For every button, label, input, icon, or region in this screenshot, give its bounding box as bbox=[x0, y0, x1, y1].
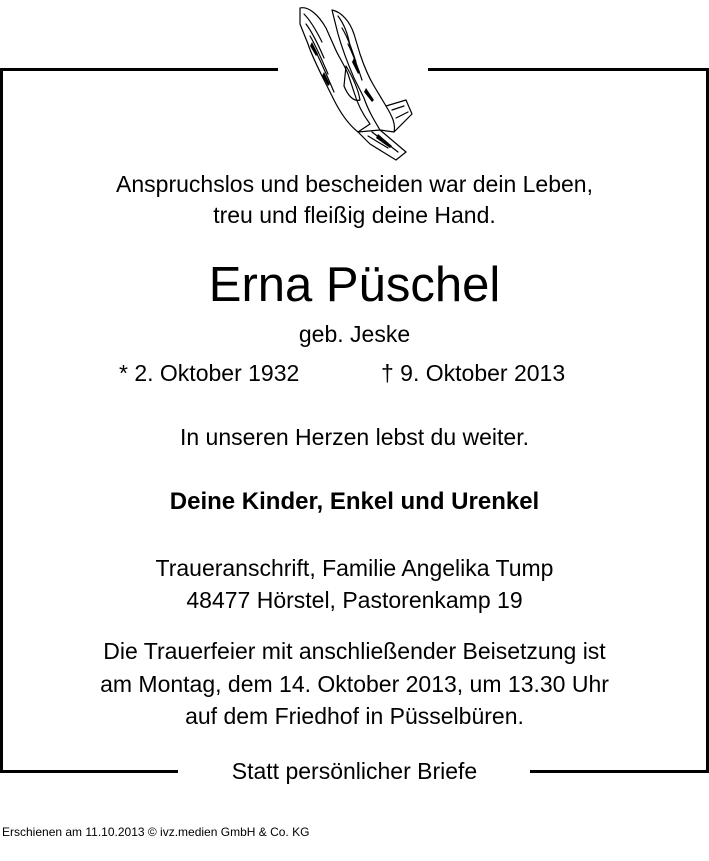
address-line-2: 48477 Hörstel, Pastorenkamp 19 bbox=[186, 587, 523, 613]
publication-footer: Erschienen am 11.10.2013 © ivz.medien GmbH & Co. KG bbox=[2, 825, 310, 839]
death-date: † 9. Oktober 2013 bbox=[381, 360, 566, 386]
memorial-line: In unseren Herzen lebst du weiter. bbox=[179, 424, 530, 450]
ceremony-line-2: am Montag, dem 14. Oktober 2013, um 13.30 Uhr bbox=[100, 671, 609, 697]
verse-line-1: Anspruchslos und bescheiden war dein Leben, bbox=[116, 171, 593, 197]
praying-hands-icon bbox=[288, 2, 423, 162]
mourners: Deine Kinder, Enkel und Urenkel bbox=[169, 488, 540, 515]
deceased-name: Erna Püschel bbox=[208, 258, 501, 312]
verse-line-2: treu und fleißig deine Hand. bbox=[213, 202, 496, 228]
ceremony-line-1: Die Trauerfeier mit anschließender Beisetzung ist bbox=[103, 638, 606, 664]
bottom-caption: Statt persönlicher Briefe bbox=[231, 758, 478, 784]
birth-date: * 2. Oktober 1932 bbox=[119, 360, 300, 386]
address-line-1: Traueranschrift, Familie Angelika Tump bbox=[155, 555, 554, 581]
maiden-name: geb. Jeske bbox=[298, 321, 411, 347]
ceremony-line-3: auf dem Friedhof in Püsselbüren. bbox=[185, 703, 524, 729]
frame-top-left bbox=[0, 68, 278, 71]
frame-top-right bbox=[428, 68, 709, 71]
